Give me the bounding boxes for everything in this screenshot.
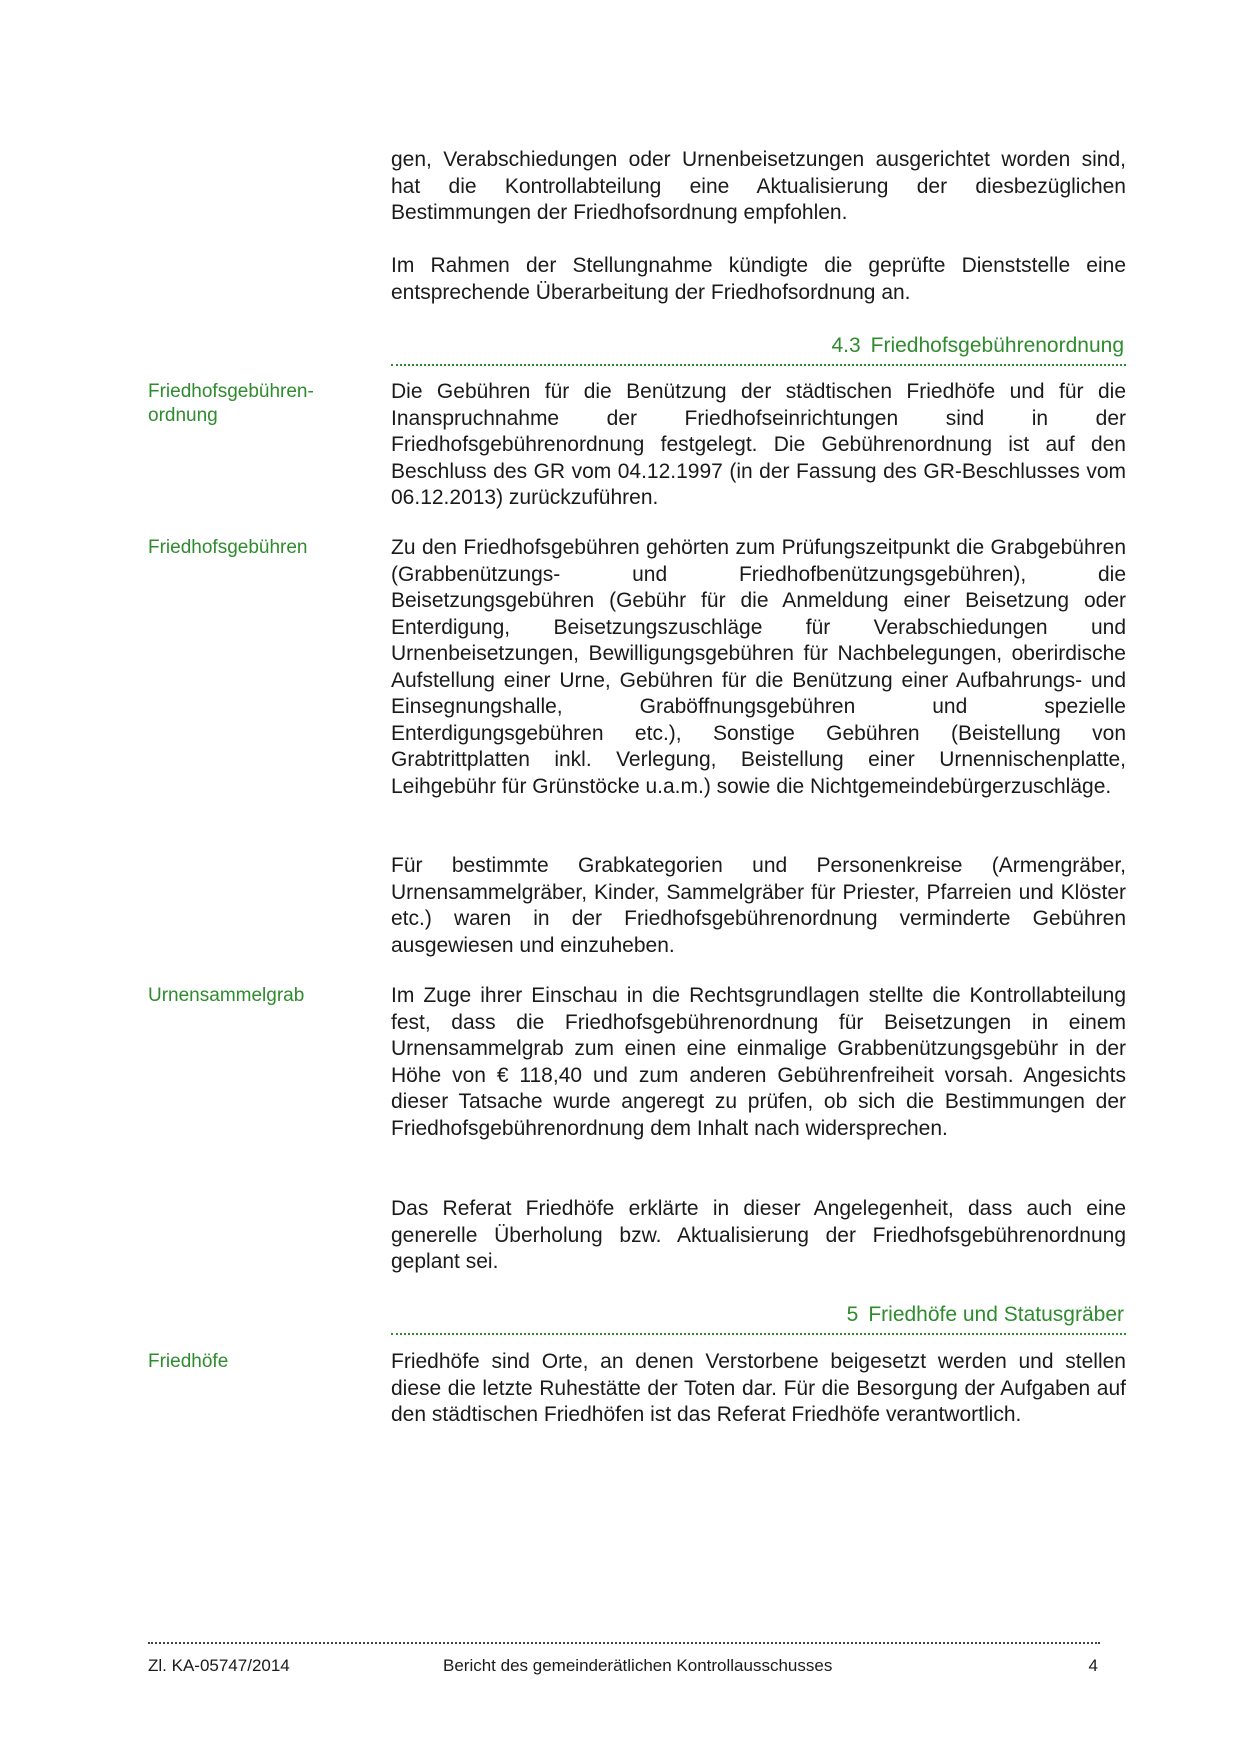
- paragraph-statement: [391, 253, 1126, 306]
- paragraph-friedhofsgebuehren: [391, 535, 1126, 800]
- margin-note-line: ordnung: [148, 405, 218, 426]
- margin-note-friedhofsgebuehren: [148, 536, 358, 560]
- margin-note-line: Friedhofsgebühren-: [148, 381, 314, 402]
- body-paragraph: Im Rahmen der Stellungnahme kündigte die geprüfte Dienststelle eine entsprechende Überarbeitung der Friedhofsordnung an.: [391, 254, 1126, 304]
- page-number: 4: [1088, 1656, 1098, 1675]
- margin-note-urnensammelgrab: [148, 984, 358, 1008]
- paragraph-grabkategorien: [391, 853, 1126, 959]
- heading-divider: [391, 1333, 1126, 1335]
- margin-note-friedhofsgebuehrenordnung: [148, 380, 358, 428]
- paragraph-friedhoefe: [391, 1349, 1126, 1429]
- body-paragraph: Zu den Friedhofsgebühren gehörten zum Prüfungszeitpunkt die Grabgebühren (Grabbenützungs- und Friedhofbenützungsgebühren), die Beisetzungsgebühren (Gebühr für die Anmeldung einer Beisetzung oder Enterdigung, Beisetzungszuschläge für Verabschiedungen und Urnenbeisetzungen, Bewilligungsgebühren für Nachbelegungen, oberirdische Aufstellung einer Urne, Gebühren für die Benützung einer Aufbahrungs- und Einsegnungshalle, Graböffnungsgebühren und spezielle Enterdigungsgebühren etc.), Sonstige Gebühren (Beistellung von Grabtrittplatten inkl. Verlegung, Beistellung einer Urnennischenplatte, Leihgebühr für Grünstöcke u.a.m.) sowie die Nichtgemeindebürgerzuschläge.: [391, 536, 1126, 798]
- footer-divider: [148, 1642, 1100, 1644]
- footer-title: Bericht des gemeinderätlichen Kontrollausschusses: [443, 1656, 833, 1675]
- body-paragraph: Im Zuge ihrer Einschau in die Rechtsgrundlagen stellte die Kontrollabteilung fest, dass die Friedhofsgebührenordnung für Beisetzungen in einem Urnensammelgrab zum einen eine einmalige Grabbenützungsgebühr in der Höhe von € 118,40 und zum anderen Gebührenfreiheit vorsah. Angesichts dieser Tatsache wurde angeregt zu prüfen, ob sich die Bestimmungen der Friedhofsgebührenordnung dem Inhalt nach widersprechen.: [391, 984, 1126, 1140]
- section-number: 5: [846, 1303, 859, 1326]
- footer-reference: Zl. KA-05747/2014: [148, 1656, 290, 1675]
- paragraph-continuation: [391, 147, 1126, 227]
- body-paragraph: Das Referat Friedhöfe erklärte in dieser Angelegenheit, dass auch eine generelle Überholung bzw. Aktualisierung der Friedhofsgebührenordnung geplant sei.: [391, 1197, 1126, 1273]
- section-title: Friedhofsgebührenordnung: [870, 334, 1124, 357]
- body-paragraph: Für bestimmte Grabkategorien und Personenkreise (Armengräber, Urnensammelgräber, Kinder, Sammelgräber für Priester, Pfarreien und Klöster etc.) waren in der Friedhofsgebührenordnung verminderte Gebühren ausgewiesen und einzuheben.: [391, 854, 1126, 957]
- paragraph-referat: [391, 1196, 1126, 1276]
- heading-divider: [391, 364, 1126, 366]
- section-heading-5: [391, 1302, 1124, 1328]
- section-heading-4-3: [391, 333, 1124, 359]
- body-paragraph: gen, Verabschiedungen oder Urnenbeisetzungen ausgerichtet worden sind, hat die Kontrollabteilung eine Aktualisierung der diesbezüglichen Bestimmungen der Friedhofsordnung empfohlen.: [391, 148, 1126, 224]
- margin-note-friedhoefe: [148, 1350, 358, 1374]
- margin-note-line: Urnensammelgrab: [148, 985, 305, 1006]
- section-title: Friedhöfe und Statusgräber: [868, 1303, 1124, 1326]
- paragraph-urnensammelgrab: [391, 983, 1126, 1142]
- body-paragraph: Die Gebühren für die Benützung der städtischen Friedhöfe und für die Inanspruchnahme der Friedhofseinrichtungen sind in der Friedhofsgebührenordnung festgelegt. Die Gebührenordnung ist auf den Beschluss des GR vom 04.12.1997 (in der Fassung des GR-Beschlusses vom 06.12.2013) zurückzuführen.: [391, 380, 1126, 509]
- section-number: 4.3: [831, 334, 861, 357]
- paragraph-gebuehren: [391, 379, 1126, 512]
- margin-note-line: Friedhofsgebühren: [148, 537, 308, 558]
- margin-note-line: Friedhöfe: [148, 1351, 229, 1372]
- body-paragraph: Friedhöfe sind Orte, an denen Verstorbene beigesetzt werden und stellen diese die letzte Ruhestätte der Toten dar. Für die Besorgung der Aufgaben auf den städtischen Friedhöfen ist das Referat Friedhöfe verantwortlich.: [391, 1350, 1126, 1426]
